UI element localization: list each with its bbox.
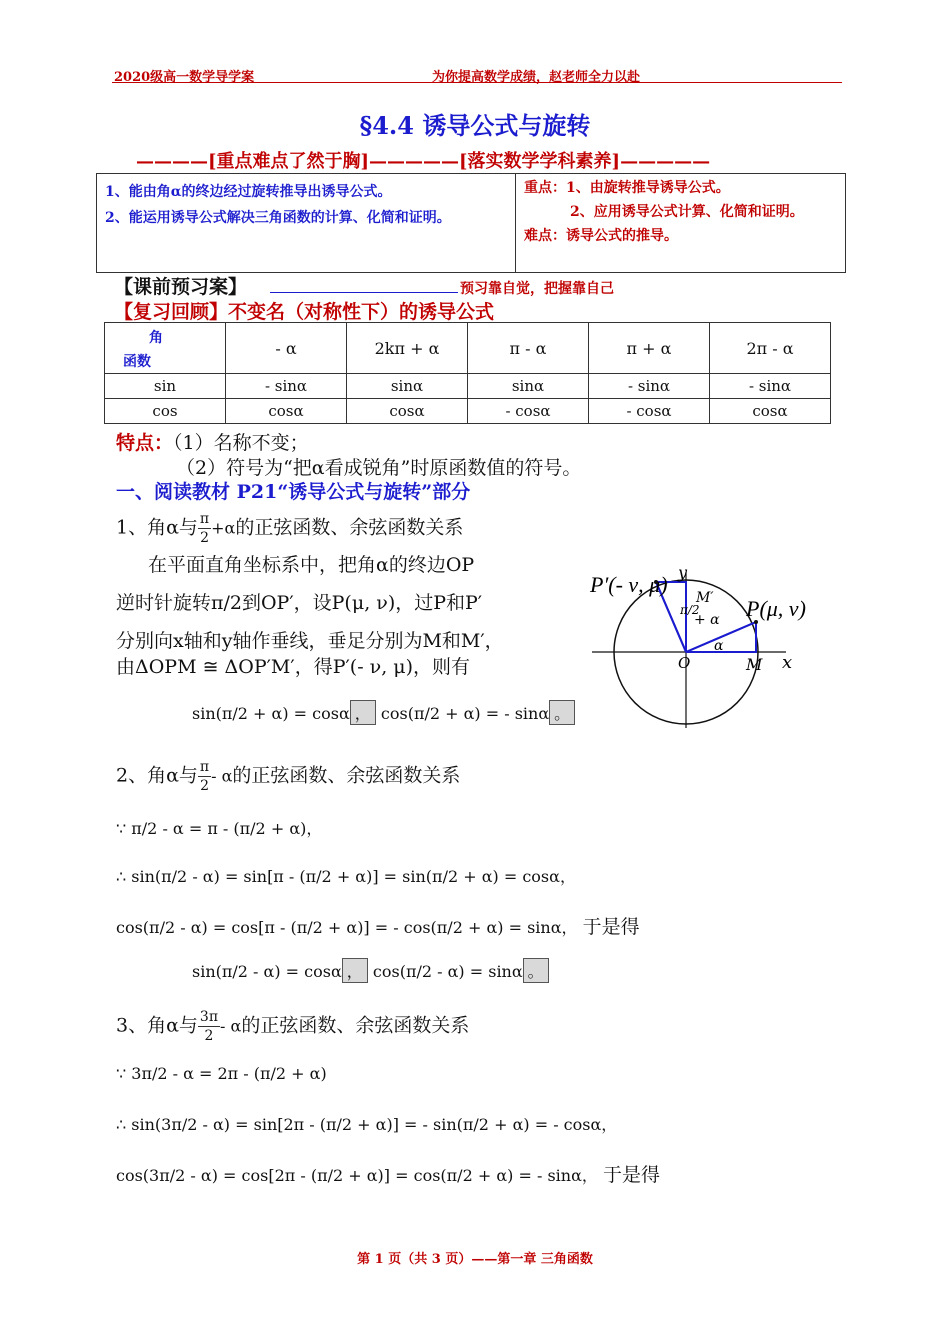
header-left: 2020级高一数学导学案 <box>114 70 255 85</box>
preview-label: 【课前预习案】 <box>114 276 248 298</box>
label-plus-alpha: + α <box>694 612 720 628</box>
difficulty: 难点：诱导公式的推导。 <box>524 228 678 244</box>
preview-underline <box>270 292 458 293</box>
table-cell: - cosα <box>468 399 589 424</box>
column-header: π - α <box>468 323 589 374</box>
part-3-heading-b: 的正弦函数、余弦函数关系 <box>241 1014 470 1037</box>
table-cell: sinα <box>468 374 589 399</box>
formula-cos-plus: cos(π/2 + α) = - sinα <box>380 704 550 723</box>
part-2-line-3-tail: 于是得 <box>582 916 640 938</box>
formula-sin-plus: sin(π/2 + α) = cosα <box>192 704 350 723</box>
table-cell: - sinα <box>226 374 347 399</box>
features-text-1: （1）名称不变； <box>173 432 309 454</box>
key-point-2: 2、应用诱导公式计算、化简和证明。 <box>570 204 804 220</box>
column-header: π + α <box>589 323 710 374</box>
table-cell: - cosα <box>589 399 710 424</box>
part-3-line-3-tail: 于是得 <box>602 1164 660 1186</box>
part-3-heading: 3、角α与 $\frac{3\pi}{2}$ - α的正弦函数、余弦函数关系 <box>116 1009 470 1044</box>
table-cell: cosα <box>226 399 347 424</box>
part-3-line-3-math: cos(3π/2 - α) = cos[2π - (π/2 + α)] = cos(π/2 + α) = - sinα， <box>116 1166 598 1185</box>
table-cell: sinα <box>347 374 468 399</box>
corner-angle: 角 <box>149 330 163 346</box>
table-row <box>105 374 831 399</box>
part-2-line-3-math: cos(π/2 - α) = cos[π - (π/2 + α)] = - cos(π/2 + α) = sinα， <box>116 918 578 937</box>
key-points <box>516 174 845 272</box>
blank-box[interactable]: ， <box>350 700 376 725</box>
header-rule <box>112 82 842 83</box>
table-corner <box>105 323 226 374</box>
part-1-heading: 1、角α与 $\frac{\pi}{2}$ +α的正弦函数、余弦函数关系 <box>116 511 464 546</box>
corner-function: 函数 <box>123 354 151 370</box>
part-3-heading-a: 3、角α与 <box>116 1014 198 1037</box>
part-1-para-3: 分别向x轴和y轴作垂线，垂足分别为M和M′， <box>116 630 504 652</box>
blank-box[interactable]: 。 <box>549 700 575 725</box>
part-2-heading-a: 2、角α与 <box>116 764 198 787</box>
features-line-1 <box>116 428 309 455</box>
learning-goals <box>97 174 516 272</box>
table-cell: cosα <box>710 399 831 424</box>
preview-slogan: 预习靠自觉，把握靠自己 <box>460 281 614 297</box>
induction-formula-table <box>104 322 831 424</box>
part-2-formulas <box>192 958 549 983</box>
formula-sin-minus: sin(π/2 - α) = cosα <box>192 962 342 981</box>
label-m-prime: M′ <box>696 590 714 606</box>
page-title: §4.4 诱导公式与旋转 <box>359 111 591 140</box>
goal-2: 2、能运用诱导公式解决三角函数的计算、化简和证明。 <box>105 210 451 226</box>
blank-box[interactable]: 。 <box>523 958 549 983</box>
column-header: 2kπ + α <box>347 323 468 374</box>
row-header: cos <box>105 399 226 424</box>
part-3-line-1: ∵ 3π/2 - α = 2π - (π/2 + α) <box>116 1064 327 1083</box>
objectives-box <box>96 173 846 273</box>
page-footer: 第 1 页（共 3 页）——第一章 三角函数 <box>357 1252 593 1267</box>
blank-box[interactable]: ， <box>342 958 368 983</box>
part-2-heading-b: 的正弦函数、余弦函数关系 <box>232 764 461 787</box>
table-row <box>105 399 831 424</box>
part-2-line-1: ∵ π/2 - α = π - (π/2 + α)， <box>116 819 323 838</box>
table-cell: - sinα <box>710 374 831 399</box>
part-1-para-4: 由ΔOPM ≅ ΔOP′M′，得P′(- ν, μ)，则有 <box>116 656 471 678</box>
goal-1: 1、能由角α的终边经过旋转推导出诱导公式。 <box>105 184 392 200</box>
part-3-line-3 <box>116 1160 660 1187</box>
part-1-heading-b: 的正弦函数、余弦函数关系 <box>235 516 464 539</box>
formula-cos-minus: cos(π/2 - α) = sinα <box>372 962 523 981</box>
column-header: - α <box>226 323 347 374</box>
part-2-heading: 2、角α与 $\frac{\pi}{2}$ - α的正弦函数、余弦函数关系 <box>116 759 461 794</box>
header-right: 为你提高数学成绩，赵老师全力以赴 <box>432 70 641 85</box>
part-1-formulas <box>192 700 575 725</box>
label-y: y <box>678 563 688 582</box>
label-x: x <box>782 652 793 673</box>
table-cell: cosα <box>347 399 468 424</box>
section-1-title: 一、阅读教材 P21“诱导公式与旋转”部分 <box>116 481 471 503</box>
objectives-banner: ————[重点难点了然于胸]—————[落实数学学科素养]————— <box>136 151 711 172</box>
column-header: 2π - α <box>710 323 831 374</box>
label-alpha: α <box>714 638 724 654</box>
part-1-para-1: 在平面直角坐标系中，把角α的终边OP <box>148 554 475 576</box>
part-1-heading-a: 1、角α与 <box>116 516 198 539</box>
features-line-2: （2）符号为“把α看成锐角”时原函数值的符号。 <box>176 457 582 479</box>
label-m: M <box>746 655 763 674</box>
table-cell: - sinα <box>589 374 710 399</box>
label-p-prime: P′(- ν, μ) <box>590 572 668 597</box>
review-title: 【复习回顾】不变名（对称性下）的诱导公式 <box>114 301 495 323</box>
part-2-line-2: ∴ sin(π/2 - α) = sin[π - (π/2 + α)] = sin(π/2 + α) = cosα， <box>116 867 576 886</box>
part-2-line-3 <box>116 912 640 939</box>
unit-circle-diagram <box>586 560 836 730</box>
row-header: sin <box>105 374 226 399</box>
key-point-1: 重点：1、由旋转推导诱导公式。 <box>524 180 730 196</box>
part-1-para-2: 逆时针旋转π/2到OP′，设P(μ, ν)，过P和P′ <box>116 592 483 614</box>
features-label: 特点： <box>116 432 174 454</box>
part-3-line-2: ∴ sin(3π/2 - α) = sin[2π - (π/2 + α)] = - sin(π/2 + α) = - cosα， <box>116 1115 618 1134</box>
label-o: O <box>678 654 691 672</box>
label-p: P(μ, ν) <box>746 596 806 621</box>
label-pi-half: π/2 <box>680 603 700 617</box>
